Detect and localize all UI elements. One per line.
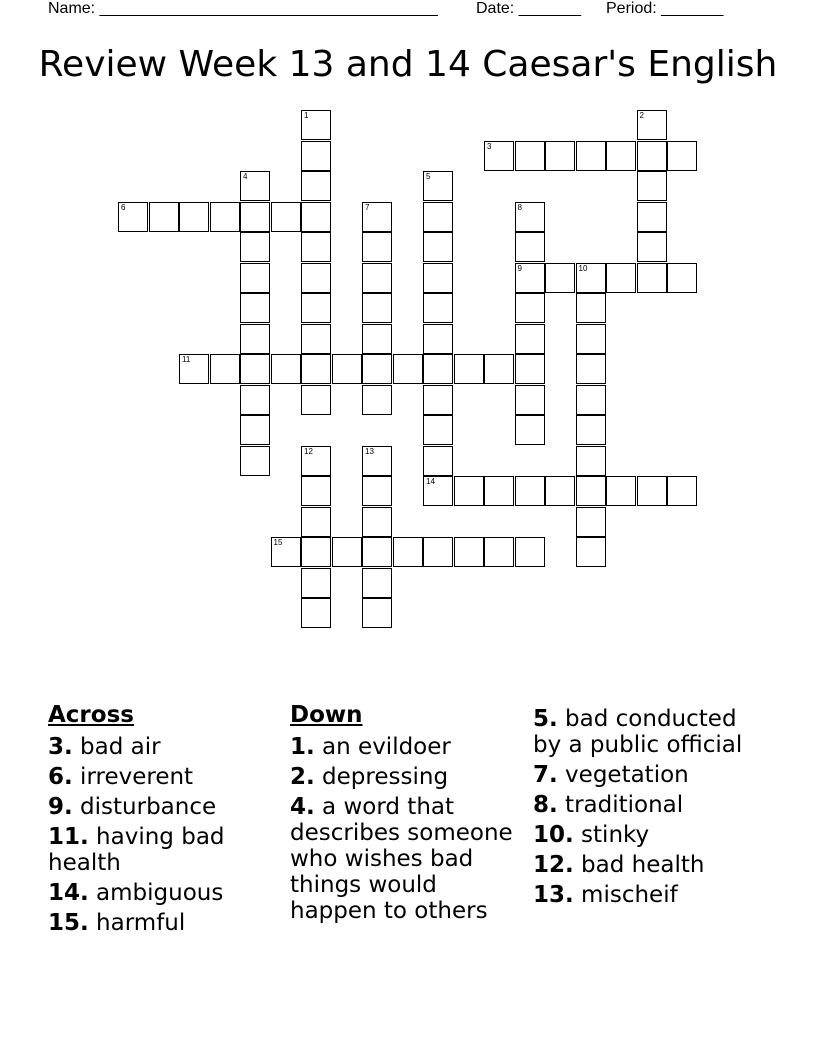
crossword-cell[interactable]	[240, 415, 270, 445]
across-list	[48, 734, 280, 936]
cell-number: 15	[273, 538, 283, 547]
crossword-cell[interactable]	[240, 446, 270, 476]
crossword-cell[interactable]	[576, 415, 606, 445]
clue-number: 3.	[48, 734, 73, 760]
crossword-cell[interactable]	[576, 324, 606, 354]
clue-item	[290, 734, 522, 760]
clue-text: depressing	[314, 764, 449, 790]
crossword-cell[interactable]	[301, 507, 331, 537]
crossword-cell[interactable]	[545, 141, 575, 171]
crossword-cell[interactable]	[301, 202, 331, 232]
clue-number: 13.	[533, 882, 574, 908]
crossword-cell[interactable]	[484, 354, 514, 384]
crossword-cell[interactable]	[423, 324, 453, 354]
crossword-cell[interactable]	[423, 446, 453, 476]
across-heading: Across	[48, 702, 134, 728]
crossword-cell[interactable]	[576, 141, 606, 171]
crossword-cell[interactable]	[423, 293, 453, 323]
crossword-cell[interactable]	[301, 598, 331, 628]
crossword-cell[interactable]	[576, 293, 606, 323]
crossword-cell[interactable]	[515, 385, 545, 415]
crossword-cell[interactable]	[667, 263, 697, 293]
cell-number: 11	[182, 355, 191, 364]
crossword-cell[interactable]	[637, 171, 667, 201]
clue-text: disturbance	[72, 794, 217, 820]
crossword-cell[interactable]	[576, 263, 606, 293]
crossword-cell[interactable]	[362, 385, 392, 415]
crossword-cell[interactable]	[240, 324, 270, 354]
crossword-cell[interactable]	[423, 476, 453, 506]
crossword-cell[interactable]	[362, 446, 392, 476]
cell-number: 13	[365, 446, 374, 456]
crossword-cell[interactable]	[667, 141, 697, 171]
clue-item	[533, 852, 765, 878]
cell-number: 6	[121, 202, 126, 212]
clue-text: mischeif	[573, 882, 678, 908]
clue-text: bad conducted by a public official	[533, 706, 743, 758]
crossword-cell[interactable]	[515, 537, 545, 567]
crossword-cell[interactable]	[423, 171, 453, 201]
crossword-cell[interactable]	[179, 202, 209, 232]
period-field[interactable]: Period: _______	[606, 0, 724, 17]
crossword-cell[interactable]	[362, 324, 392, 354]
crossword-cell[interactable]	[454, 354, 484, 384]
crossword-cell[interactable]	[423, 537, 453, 567]
cell-number: 10	[578, 263, 588, 273]
crossword-cell[interactable]	[332, 354, 362, 384]
crossword-cell[interactable]	[576, 354, 606, 384]
clue-item	[533, 882, 765, 908]
crossword-cell[interactable]	[271, 354, 301, 384]
crossword-cell[interactable]	[179, 354, 209, 384]
clue-text: an evildoer	[314, 734, 451, 760]
crossword-cell[interactable]	[576, 537, 606, 567]
cell-number: 7	[365, 202, 370, 212]
clue-number: 12.	[533, 852, 574, 878]
down-heading: Down	[290, 702, 363, 728]
crossword-cell[interactable]	[393, 537, 423, 567]
crossword-cell[interactable]	[240, 293, 270, 323]
crossword-cell[interactable]	[515, 415, 545, 445]
crossword-cell[interactable]	[606, 476, 636, 506]
crossword-cell[interactable]	[210, 202, 240, 232]
crossword-cell[interactable]	[484, 141, 514, 171]
crossword-cell[interactable]	[301, 446, 331, 476]
crossword-cell[interactable]	[423, 232, 453, 262]
clue-number: 9.	[48, 794, 73, 820]
clue-text: vegetation	[557, 762, 689, 788]
clue-item	[533, 706, 765, 758]
crossword-cell[interactable]	[301, 110, 331, 140]
clue-item	[533, 822, 765, 848]
clue-text: traditional	[557, 792, 684, 818]
crossword-cell[interactable]	[423, 385, 453, 415]
crossword-cell[interactable]	[637, 202, 667, 232]
crossword-cell[interactable]	[240, 354, 270, 384]
crossword-cell[interactable]	[515, 324, 545, 354]
cell-number: 2	[639, 111, 644, 120]
crossword-cell[interactable]	[637, 110, 667, 140]
crossword-cell[interactable]	[118, 202, 148, 232]
clue-number: 10.	[533, 822, 574, 848]
crossword-cell[interactable]	[576, 385, 606, 415]
clue-number: 7.	[533, 762, 558, 788]
crossword-cell[interactable]	[454, 537, 484, 567]
cell-number: 12	[304, 446, 313, 456]
clue-number: 1.	[290, 734, 315, 760]
crossword-cell[interactable]	[484, 476, 514, 506]
clue-number: 6.	[48, 764, 73, 790]
crossword-cell[interactable]	[240, 202, 270, 232]
crossword-cell[interactable]	[515, 263, 545, 293]
cell-number: 3	[487, 141, 492, 151]
crossword-cell[interactable]	[637, 476, 667, 506]
down-clues	[290, 702, 522, 928]
crossword-cell[interactable]	[240, 385, 270, 415]
crossword-cell[interactable]	[362, 537, 392, 567]
cell-number: 9	[517, 263, 522, 273]
clue-text: harmful	[88, 910, 186, 936]
crossword-cell[interactable]	[576, 476, 606, 506]
crossword-cell[interactable]	[210, 354, 240, 384]
crossword-cell[interactable]	[301, 354, 331, 384]
crossword-cell[interactable]	[606, 141, 636, 171]
crossword-cell[interactable]	[637, 232, 667, 262]
crossword-cell[interactable]	[362, 507, 392, 537]
crossword-cell[interactable]	[301, 476, 331, 506]
crossword-cell[interactable]	[454, 476, 484, 506]
crossword-cell[interactable]	[240, 232, 270, 262]
clue-item	[48, 824, 280, 876]
crossword-cell[interactable]	[362, 598, 392, 628]
crossword-cell[interactable]	[301, 568, 331, 598]
crossword-cell[interactable]	[576, 446, 606, 476]
clue-text: stinky	[573, 822, 650, 848]
crossword-cell[interactable]	[515, 141, 545, 171]
crossword-cell[interactable]	[301, 263, 331, 293]
across-clues	[48, 702, 280, 940]
clue-item	[533, 762, 765, 788]
crossword-cell[interactable]	[606, 263, 636, 293]
clue-item	[48, 734, 280, 760]
crossword-cell[interactable]	[301, 537, 331, 567]
crossword-cell[interactable]	[301, 232, 331, 262]
clue-item	[290, 764, 522, 790]
clue-text: ambiguous	[88, 880, 224, 906]
down-list-continued	[533, 706, 765, 908]
crossword-cell[interactable]	[149, 202, 179, 232]
cell-number: 8	[517, 202, 522, 212]
clue-number: 5.	[533, 706, 558, 732]
clue-number: 11.	[48, 824, 89, 850]
crossword-cell[interactable]	[362, 263, 392, 293]
crossword-cell[interactable]	[515, 232, 545, 262]
crossword-cell[interactable]	[576, 507, 606, 537]
crossword-cell[interactable]	[423, 354, 453, 384]
clue-item	[533, 792, 765, 818]
crossword-cell[interactable]	[393, 354, 423, 384]
down-clues-continued	[533, 706, 765, 912]
name-field[interactable]: Name: ______________________________________	[48, 0, 438, 17]
crossword-cell[interactable]	[301, 385, 331, 415]
crossword-cell[interactable]	[423, 263, 453, 293]
cell-number: 1	[304, 111, 309, 120]
crossword-cell[interactable]	[423, 202, 453, 232]
page-title: Review Week 13 and 14 Caesar's English	[38, 44, 778, 85]
clue-text: bad air	[72, 734, 161, 760]
crossword-cell[interactable]	[423, 415, 453, 445]
crossword-cell[interactable]	[301, 324, 331, 354]
crossword-cell[interactable]	[637, 263, 667, 293]
clue-number: 15.	[48, 910, 89, 936]
down-list	[290, 734, 522, 924]
crossword-cell[interactable]	[301, 293, 331, 323]
cell-number: 5	[426, 172, 431, 181]
crossword-cell[interactable]	[301, 141, 331, 171]
clue-item	[48, 794, 280, 820]
clue-text: bad health	[573, 852, 705, 878]
crossword-cell[interactable]	[667, 476, 697, 506]
crossword-cell[interactable]	[240, 171, 270, 201]
clue-number: 8.	[533, 792, 558, 818]
clue-number: 4.	[290, 794, 315, 820]
crossword-cell[interactable]	[637, 141, 667, 171]
crossword-cell[interactable]	[271, 537, 301, 567]
crossword-cell[interactable]	[362, 354, 392, 384]
clue-text: a word that describes someone who wishes bad things would happen to others	[290, 794, 513, 924]
crossword-cell[interactable]	[515, 202, 545, 232]
crossword-cell[interactable]	[240, 263, 270, 293]
crossword-cell[interactable]	[301, 171, 331, 201]
crossword-cell[interactable]	[271, 202, 301, 232]
crossword-cell[interactable]	[515, 476, 545, 506]
clue-item	[290, 794, 522, 924]
clue-text: having bad health	[48, 824, 225, 876]
crossword-cell[interactable]	[545, 476, 575, 506]
clue-number: 2.	[290, 764, 315, 790]
crossword-cell[interactable]	[545, 263, 575, 293]
crossword-cell[interactable]	[362, 568, 392, 598]
clue-text: irreverent	[72, 764, 194, 790]
crossword-cell[interactable]	[362, 476, 392, 506]
crossword-cell[interactable]	[362, 293, 392, 323]
crossword-cell[interactable]	[332, 537, 362, 567]
clue-item	[48, 764, 280, 790]
crossword-cell[interactable]	[515, 354, 545, 384]
cell-number: 14	[426, 477, 435, 486]
crossword-cell[interactable]	[484, 537, 514, 567]
clue-item	[48, 880, 280, 906]
crossword-cell[interactable]	[515, 293, 545, 323]
clue-number: 14.	[48, 880, 89, 906]
crossword-cell[interactable]	[362, 202, 392, 232]
clue-item	[48, 910, 280, 936]
date-field[interactable]: Date: _______	[476, 0, 581, 17]
cell-number: 4	[243, 172, 248, 181]
crossword-cell[interactable]	[362, 232, 392, 262]
